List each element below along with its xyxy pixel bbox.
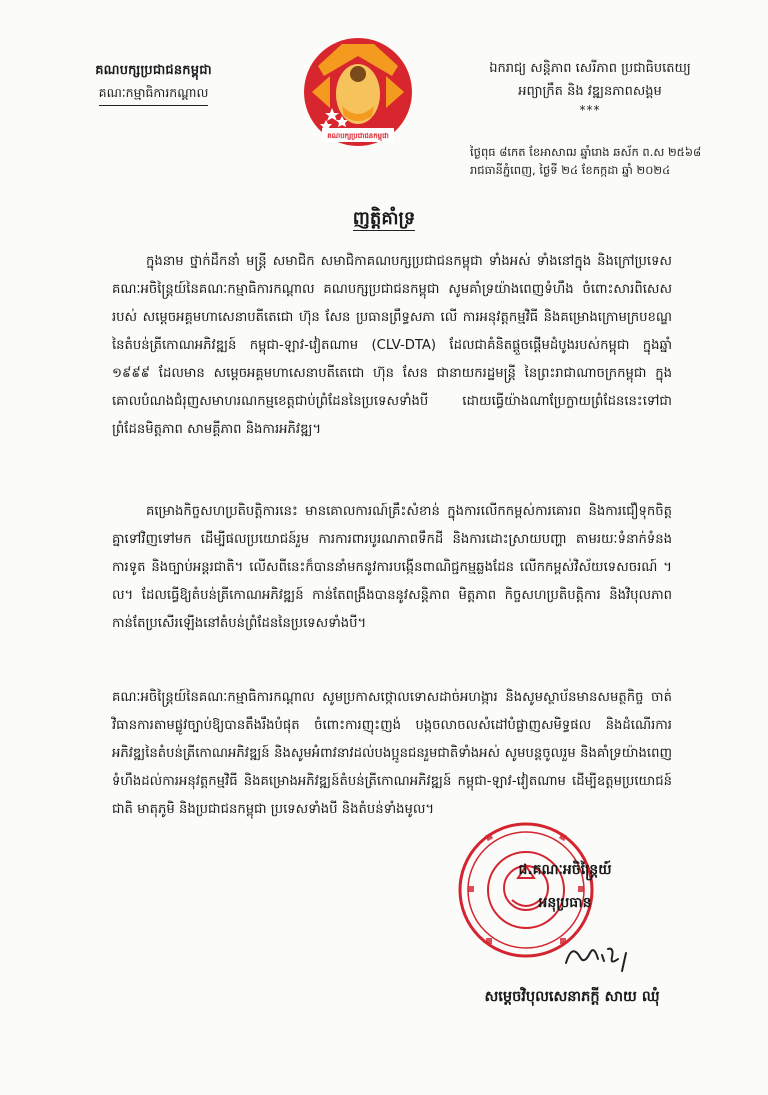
national-motto: [455, 60, 725, 117]
motto-ornament: ***: [579, 103, 601, 117]
party-header: [66, 62, 241, 106]
motto-line-1: ឯករាជ្យ សន្តិភាព សេរីភាព ប្រជាធិបតេយ្យ: [489, 61, 691, 76]
motto-line-2: អព្យាក្រឹត និង វឌ្ឍនភាពសង្គម: [518, 84, 662, 99]
paragraph-2: គម្រោងកិច្ចសហប្រតិបត្តិការនេះ មានគោលការណ៍គ្រឹះសំខាន់ ក្នុងការលើកកម្ពស់ការគោរព និងការជឿទុកចិត្តគ្នាទៅវិញទៅមក ដើម្បីផលប្រយោជន៍រួម ការការពារបូរណភាពទឹកដី និងការដោះស្រាយបញ្ហា តាមរយៈទំនាក់ទំនងការទូត និងច្បាប់អន្តរជាតិ។ លើសពីនេះក៏បាននាំមកនូវការបង្កើនពាណិជ្ជកម្មឆ្លងដែន លើកកម្ពស់វិស័យទេសចរណ៍ ។ល។ ដែលធ្វើឱ្យតំបន់ត្រីកោណអភិវឌ្ឍន៍ កាន់តែពង្រឹងបាននូវសន្តិភាព មិត្តភាព កិច្ចសហប្រតិបត្តិការ និងវិបុលភាព កាន់តែប្រសើរឡើងនៅតំបន់ព្រំដែននៃប្រទេសទាំងបី។: [112, 504, 672, 631]
logo-text: គណបក្សប្រជាជនកម្ពុជា: [327, 132, 389, 140]
document-title: [0, 206, 768, 233]
paragraph-1: ក្នុងនាម ថ្នាក់ដឹកនាំ មន្ត្រី សមាជិក សមាជិកាគណបក្សប្រជាជនកម្ពុជា ទាំងអស់ ទាំងនៅក្នុង និងក្រៅប្រទេស គណៈអចិន្ត្រៃយ៍នៃគណៈកម្មាធិការកណ្ដាល គណបក្សប្រជាជនកម្ពុជា សូមគាំទ្រយ៉ាងពេញទំហឹង ចំពោះសារពិសេសរបស់ សម្ដេចអគ្គមហាសេនាបតីតេជោ ហ៊ុន សែន ប្រធានព្រឹទ្ធសភា លើ ការអនុវត្តកម្មវិធី និងគម្រោងក្រោមក្របខណ្ឌនៃតំបន់ត្រីកោណអភិវឌ្ឍន៍ កម្ពុជា-ឡាវ-វៀតណាម (CLV-DTA) ដែលជាគំនិតផ្ដួចផ្ដើមដំបូងរបស់កម្ពុជា ក្នុងឆ្នាំ ១៩៩៩ ដែលមាន សម្ដេចអគ្គមហាសេនាបតីតេជោ ហ៊ុន សែន ជានាយករដ្ឋមន្ត្រី នៃព្រះរាជាណាចក្រកម្ពុជា ក្នុងគោលបំណងជំរុញសមាហរណកម្មខេត្តជាប់ព្រំដែននៃប្រទេសទាំងបី ដោយធ្វើយ៉ាងណាប្រែក្លាយព្រំដែននេះទៅជាព្រំដែនមិត្តភាព សាមគ្គីភាព និងការអភិវឌ្ឍ។: [112, 254, 672, 437]
document-title-text: ញត្តិគាំទ្រ: [352, 208, 416, 229]
handwritten-signature: [560, 935, 640, 975]
party-name: គណបក្សប្រជាជនកម្ពុជា: [95, 63, 212, 78]
paragraph-3: គណៈអចិន្ត្រៃយ៍នៃគណៈកម្មាធិការកណ្ដាល សូមប្រកាសថ្កោលទោសដាច់អហង្ការ និងសូមស្ថាប័នមានសមត្ថកិច្ច ចាត់វិធានការតាមផ្លូវច្បាប់ឱ្យបានតឹងរឹងបំផុត ចំពោះការញុះញង់ បង្កចលាចលសំដៅបំផ្លាញសមិទ្ធផល និងដំណើរការអភិវឌ្ឍនៃតំបន់ត្រីកោណអភិវឌ្ឍន៍ និងសូមអំពាវនាវដល់បងប្អូនជនរួមជាតិទាំងអស់ សូមបន្តចូលរួម និងគាំទ្រយ៉ាងពេញទំហឹងដល់ការអនុវត្តកម្មវិធី និងគម្រោងអភិវឌ្ឍន៍តំបន់ត្រីកោណអភិវឌ្ឍន៍ កម្ពុជា-ឡាវ-វៀតណាម ដើម្បីឧត្ដមប្រយោជន៍ជាតិ មាតុភូមិ និងប្រជាជនកម្ពុជា ប្រទេសទាំងបី និងតំបន់ទាំងមូល។: [112, 690, 672, 817]
lunar-date: ថ្ងៃពុធ ៨កេត ខែអាសាឍ ឆ្នាំរោង ឆស័ក ព.ស ២៥៦៨: [470, 145, 702, 159]
signature-on-behalf: ជ.គណៈអចិន្ត្រៃយ៍: [518, 862, 612, 878]
party-logo: [302, 36, 414, 148]
signer-name: សម្ដេចវិបុលសេនាភក្តី សាយ ឈុំ: [484, 989, 660, 1005]
signature-block: [440, 860, 690, 914]
committee-name: គណៈកម្មាធិការកណ្ដាល: [99, 85, 209, 106]
signature-title: អនុប្រធាន: [538, 895, 592, 911]
date-block: [470, 143, 740, 179]
solar-date: រាជធានីភ្នំពេញ, ថ្ងៃទី ២៤ ខែកក្កដា ឆ្នាំ ២០២៤: [470, 163, 671, 177]
